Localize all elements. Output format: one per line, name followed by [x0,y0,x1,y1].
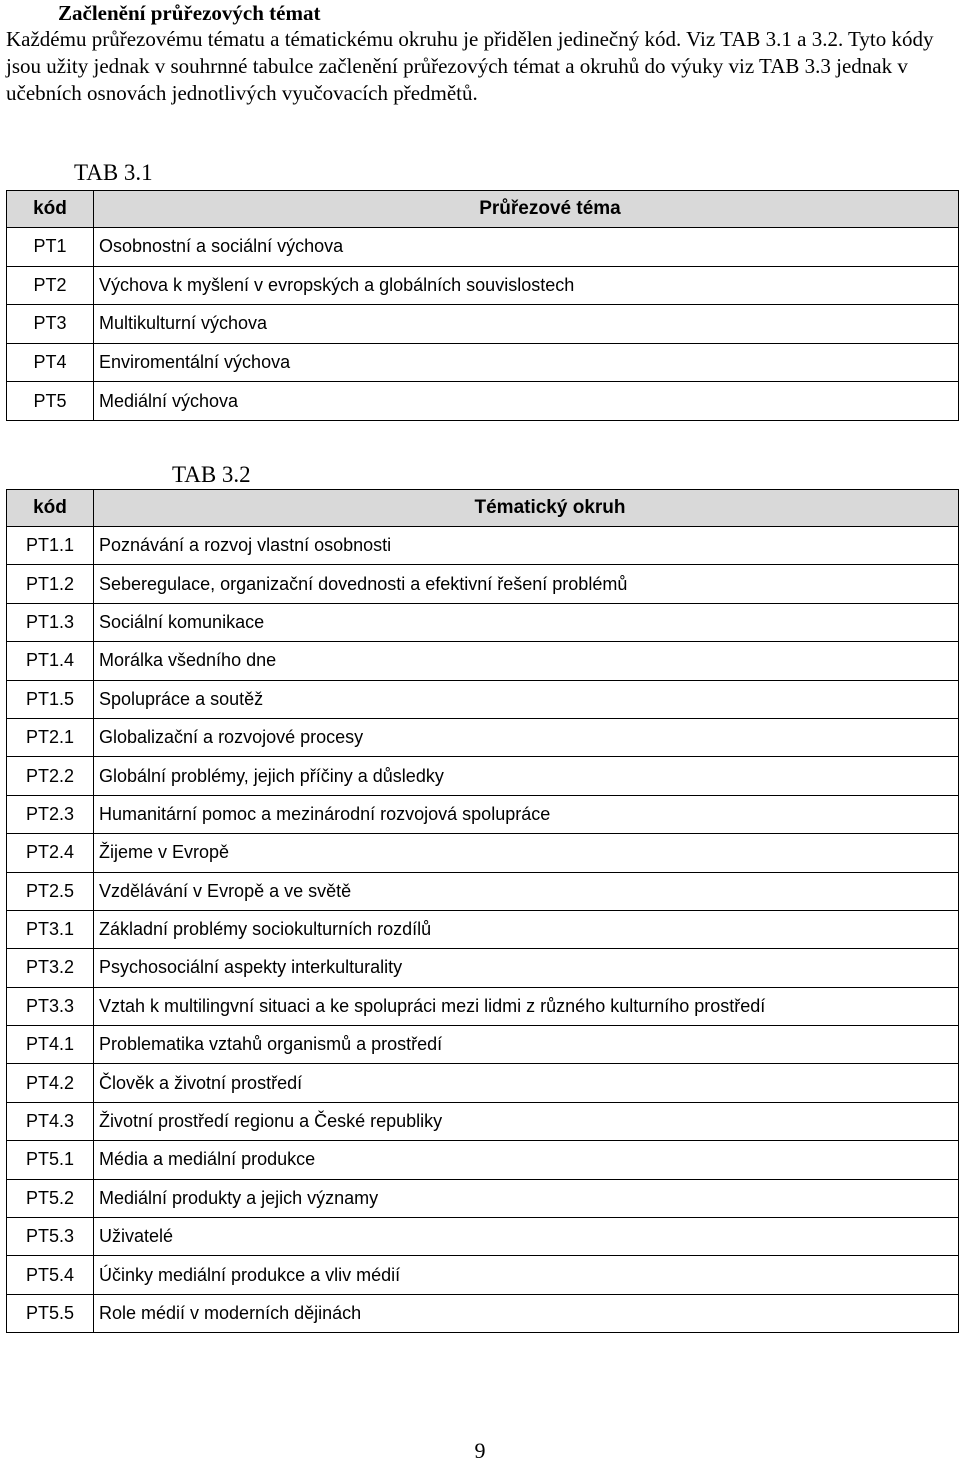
row-code: PT2.3 [7,795,94,833]
table-row [7,1064,959,1102]
row-code: PT5.3 [7,1218,94,1256]
row-code: PT2.1 [7,718,94,756]
row-label: Člověk a životní prostředí [94,1064,959,1102]
row-label: Účinky mediální produkce a vliv médií [94,1256,959,1294]
table-row [7,527,959,565]
row-label: Životní prostředí regionu a České republiky [94,1102,959,1140]
row-label: Osobnostní a sociální výchova [94,228,959,267]
row-code: PT4.2 [7,1064,94,1102]
row-label: Spolupráce a soutěž [94,680,959,718]
row-code: PT2.4 [7,834,94,872]
table-row [7,949,959,987]
row-label: Multikulturní výchova [94,305,959,344]
row-code: PT2.5 [7,872,94,910]
row-label: Morálka všedního dne [94,642,959,680]
row-code: PT1 [7,228,94,267]
row-label: Žijeme v Evropě [94,834,959,872]
table-row [7,1141,959,1179]
table-row [7,1026,959,1064]
row-code: PT2.2 [7,757,94,795]
table-row [7,1256,959,1294]
table-row [7,1218,959,1256]
section-heading: Začlenění průřezových témat [58,1,321,25]
table-row [7,603,959,641]
page-number: 9 [474,1438,486,1463]
intro-paragraph: Každému průřezovému tématu a tématickému okruhu je přidělen jedinečný kód. Viz TAB 3.1 a 3.2. Tyto kódy jsou užity jednak v souhrnné tabulce začlenění průřezových témat a okruhů do výuky viz TAB 3.3 jednak v učebních osnovách jednotlivých vyučovacích předmětů. [6,27,934,105]
row-label: Vzdělávání v Evropě a ve světě [94,872,959,910]
row-code: PT5.2 [7,1179,94,1217]
tab31-caption: TAB 3.1 [74,160,153,185]
row-label: Problematika vztahů organismů a prostředí [94,1026,959,1064]
row-label: Enviromentální výchova [94,343,959,382]
tab31-table [6,190,959,421]
row-code: PT3.3 [7,987,94,1025]
table-row [7,382,959,421]
table-row [7,1294,959,1332]
table-row [7,642,959,680]
table-row [7,718,959,756]
tab31-col-code: kód [7,191,94,228]
table-row [7,1179,959,1217]
row-code: PT5.4 [7,1256,94,1294]
tab31-col-topic: Průřezové téma [94,191,959,228]
table-row [7,910,959,948]
row-code: PT4 [7,343,94,382]
tab32-table [6,489,959,1333]
table-row [7,795,959,833]
row-label: Globální problémy, jejich příčiny a důsledky [94,757,959,795]
tab32-col-topic: Tématický okruh [94,490,959,527]
table-row [7,1102,959,1140]
row-label: Základní problémy sociokulturních rozdílů [94,910,959,948]
tab32-header-row [7,490,959,527]
row-code: PT1.3 [7,603,94,641]
row-code: PT1.1 [7,527,94,565]
row-label: Mediální výchova [94,382,959,421]
row-code: PT5.1 [7,1141,94,1179]
row-label: Psychosociální aspekty interkulturality [94,949,959,987]
row-code: PT3.2 [7,949,94,987]
row-label: Poznávání a rozvoj vlastní osobnosti [94,527,959,565]
tab32-col-code: kód [7,490,94,527]
row-code: PT1.4 [7,642,94,680]
row-label: Seberegulace, organizační dovednosti a efektivní řešení problémů [94,565,959,603]
table-row [7,228,959,267]
row-label: Humanitární pomoc a mezinárodní rozvojová spolupráce [94,795,959,833]
table-row [7,343,959,382]
table-row [7,565,959,603]
row-code: PT1.5 [7,680,94,718]
table-row [7,266,959,305]
table-row [7,757,959,795]
row-label: Uživatelé [94,1218,959,1256]
row-label: Globalizační a rozvojové procesy [94,718,959,756]
row-code: PT1.2 [7,565,94,603]
row-code: PT3 [7,305,94,344]
row-code: PT5 [7,382,94,421]
table-row [7,872,959,910]
tab32-caption: TAB 3.2 [172,462,251,487]
row-code: PT5.5 [7,1294,94,1332]
row-code: PT2 [7,266,94,305]
tab31-header-row [7,191,959,228]
table-row [7,834,959,872]
row-code: PT4.3 [7,1102,94,1140]
row-code: PT4.1 [7,1026,94,1064]
row-code: PT3.1 [7,910,94,948]
table-row [7,987,959,1025]
row-label: Role médií v moderních dějinách [94,1294,959,1332]
table-row [7,305,959,344]
row-label: Sociální komunikace [94,603,959,641]
row-label: Výchova k myšlení v evropských a globálních souvislostech [94,266,959,305]
row-label: Vztah k multilingvní situaci a ke spolupráci mezi lidmi z různého kulturního prostředí [94,987,959,1025]
table-row [7,680,959,718]
row-label: Mediální produkty a jejich významy [94,1179,959,1217]
row-label: Média a mediální produkce [94,1141,959,1179]
